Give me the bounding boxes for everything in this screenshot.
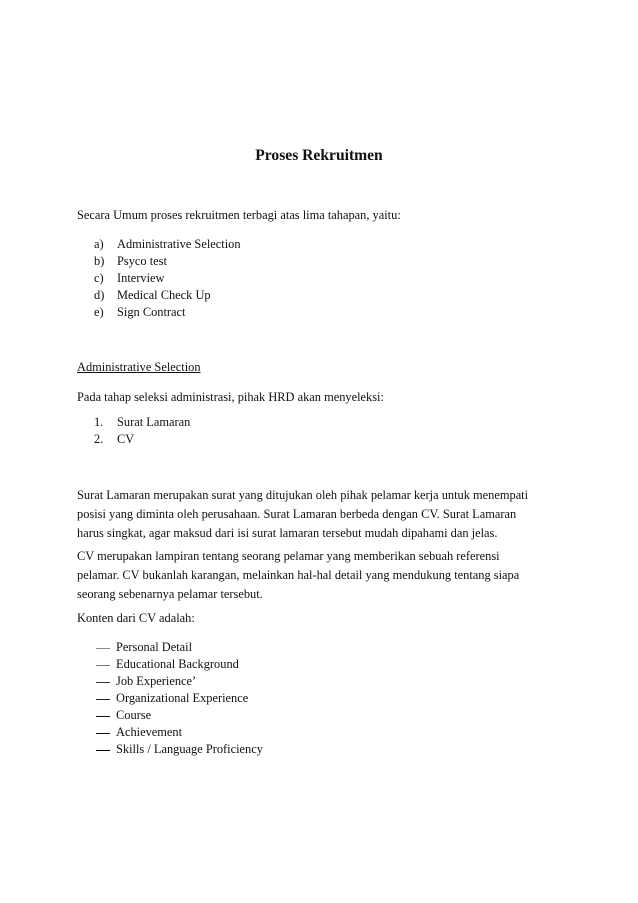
list-item-text: Psyco test bbox=[117, 254, 167, 268]
paragraph-line: Surat Lamaran merupakan surat yang ditujukan oleh pihak pelamar kerja untuk menempati bbox=[77, 488, 529, 502]
dash-bullet bbox=[96, 665, 110, 666]
list-item-text: CV bbox=[117, 432, 135, 446]
list-item-text: Job Experience’ bbox=[116, 674, 197, 688]
dash-bullet bbox=[96, 699, 110, 700]
list-item-text: Educational Background bbox=[116, 657, 239, 671]
paragraph-line: harus singkat, agar maksud dari isi surat lamaran tersebut mudah dipahami dan jelas. bbox=[77, 526, 498, 540]
list-item-text: Medical Check Up bbox=[117, 288, 211, 302]
list-item-text: Surat Lamaran bbox=[117, 415, 191, 429]
list-item-text: Skills / Language Proficiency bbox=[116, 742, 263, 756]
list-item-text: Course bbox=[116, 708, 152, 722]
document-title: Proses Rekruitmen bbox=[255, 147, 383, 164]
list-item-text: Interview bbox=[117, 271, 165, 285]
list-marker: d) bbox=[94, 288, 105, 302]
dash-bullet bbox=[96, 716, 110, 717]
list-marker: 2. bbox=[94, 432, 104, 446]
intro-paragraph: Secara Umum proses rekruitmen terbagi atas lima tahapan, yaitu: bbox=[77, 208, 401, 222]
dash-bullet bbox=[96, 682, 110, 683]
list-marker: a) bbox=[94, 237, 104, 251]
list-item-text: Sign Contract bbox=[117, 305, 186, 319]
admin-intro-paragraph: Pada tahap seleksi administrasi, pihak HRD akan menyeleksi: bbox=[77, 390, 384, 404]
paragraph-line: seorang sebenarnya pelamar tersebut. bbox=[77, 587, 263, 601]
paragraph-line: posisi yang diminta oleh perusahaan. Surat Lamaran berbeda dengan CV. Surat Lamaran bbox=[77, 507, 517, 521]
list-item-text: Achievement bbox=[116, 725, 183, 739]
dash-bullet bbox=[96, 648, 110, 649]
list-marker: 1. bbox=[94, 415, 104, 429]
dash-bullet bbox=[96, 733, 110, 734]
paragraph-line: pelamar. CV bukanlah karangan, melainkan hal-hal detail yang mendukung tentang siapa bbox=[77, 568, 520, 582]
dash-bullet bbox=[96, 750, 110, 751]
list-item-text: Administrative Selection bbox=[117, 237, 241, 251]
paragraph-line: CV merupakan lampiran tentang seorang pelamar yang memberikan sebuah referensi bbox=[77, 549, 500, 563]
list-marker: c) bbox=[94, 271, 104, 285]
list-marker: b) bbox=[94, 254, 105, 268]
list-item-text: Organizational Experience bbox=[116, 691, 249, 705]
list-marker: e) bbox=[94, 305, 104, 319]
cv-paragraph bbox=[77, 547, 567, 604]
surat-lamaran-paragraph bbox=[77, 486, 567, 543]
list-item-text: Personal Detail bbox=[116, 640, 193, 654]
cv-content-intro: Konten dari CV adalah: bbox=[77, 611, 195, 625]
section-heading: Administrative Selection bbox=[77, 360, 201, 374]
